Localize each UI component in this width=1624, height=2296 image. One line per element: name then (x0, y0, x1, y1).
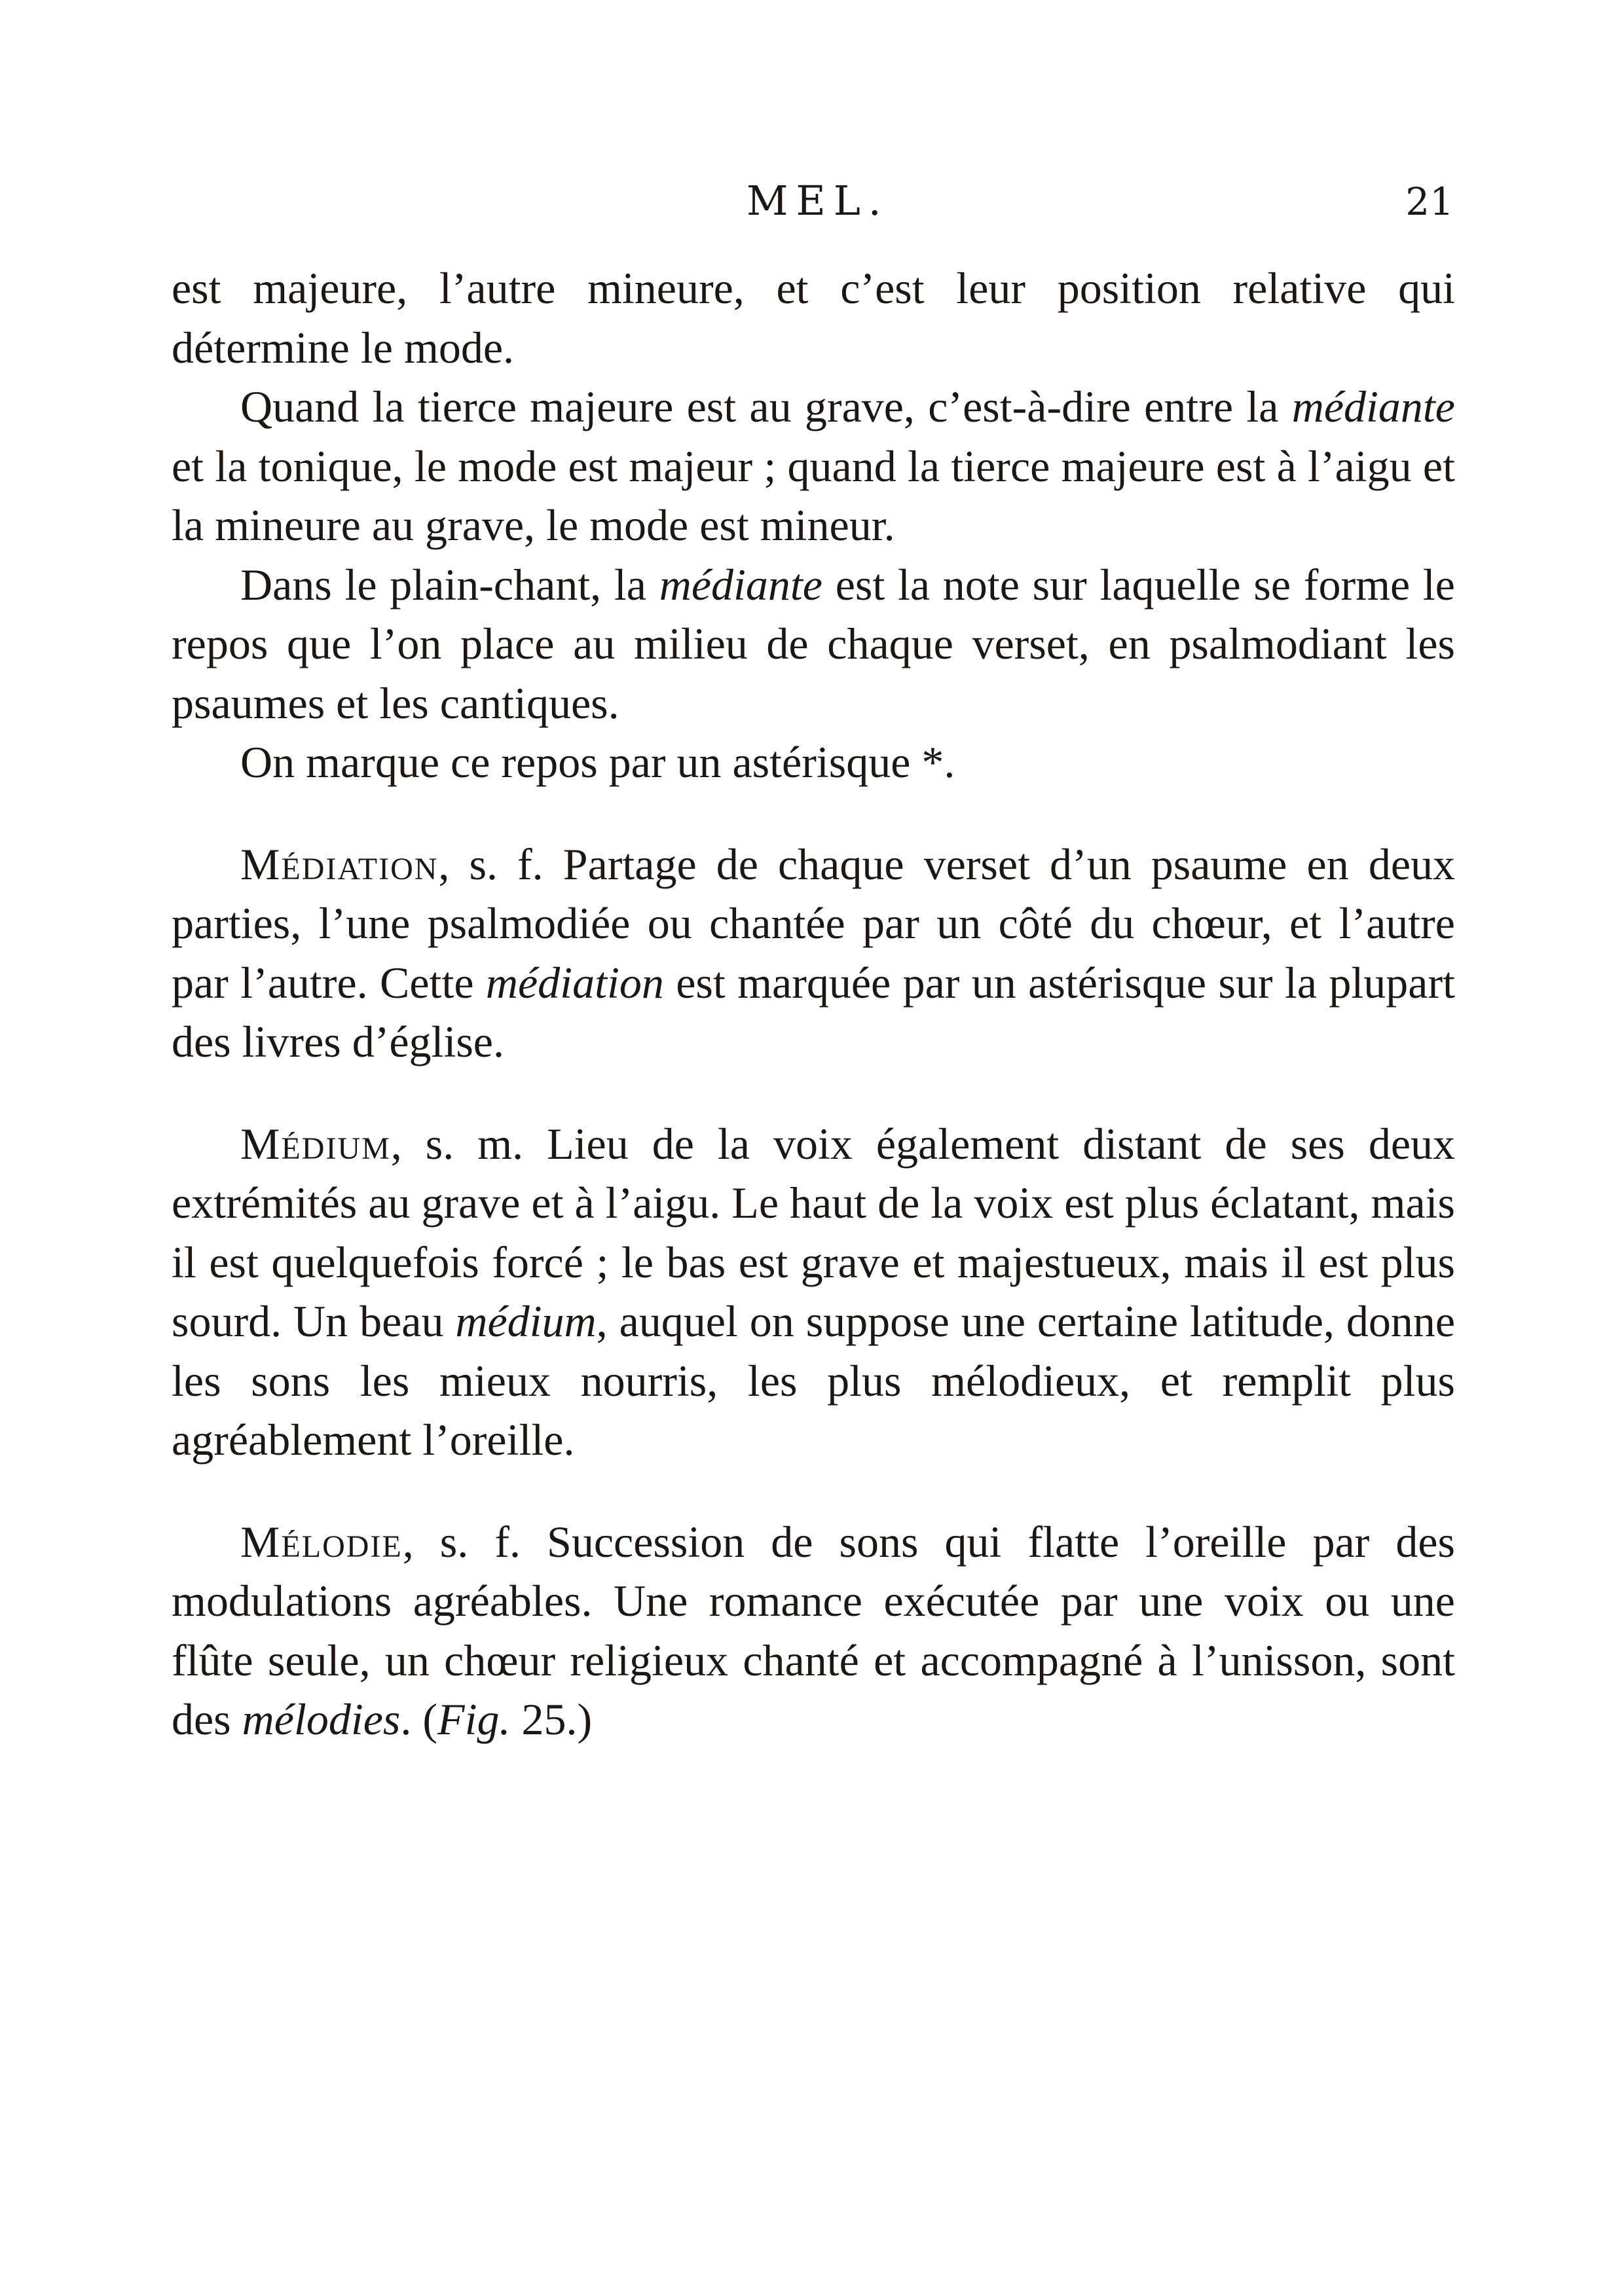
paragraph-asterisk (172, 733, 1455, 792)
running-head (164, 177, 1467, 236)
italic-term: mélodies (242, 1694, 401, 1744)
entry-headword: Médium (240, 1118, 391, 1169)
paragraph-text: Quand la tierce majeure est au grave, c’est-à-dire entre la (240, 382, 1292, 431)
entry-text: 25.) (510, 1694, 593, 1744)
entry-medium (172, 1114, 1455, 1470)
entry-text: , s. f. Partage de chaque verset d’un psaume en deux parties, l’une psalmodiée ou chantée par un côté du chœur, et l’autre par l’autre. Cette (172, 839, 1455, 1008)
entry-headword: Mélodie (240, 1516, 403, 1567)
italic-term: médiante (659, 559, 822, 610)
paragraph-text: est la note sur laquelle se forme le repos que l’on place au milieu de chaque verset, en psalmodiant les psaumes et les cantiques. (172, 559, 1455, 728)
entry-text: , auquel on suppose une certaine latitude, donne les sons les mieux nourris, les plus mélodieux, et remplit plus agréablement l’oreille. (172, 1296, 1455, 1465)
page-number: 21 (1405, 179, 1454, 224)
entry-mediation (172, 835, 1455, 1072)
paragraph-text: Dans le plain-chant, la (240, 559, 659, 610)
running-head-title: MEL. (747, 177, 889, 225)
figure-reference: Fig. (437, 1694, 511, 1744)
italic-term: médiante (1291, 382, 1455, 431)
paragraph-text: On marque ce repos par un astérisque *. (240, 737, 955, 787)
paragraph-text: est majeure, l’autre mineure, et c’est leur position relative qui détermine le mode. (172, 263, 1455, 373)
entry-text: , s. f. Succession de sons qui flatte l’oreille par des modulations agréables. Une romance exécutée par une voix ou une flûte seule, un chœur religieux chanté et accompagné à l’unisson, sont des (172, 1516, 1455, 1744)
paragraph-mode (172, 377, 1455, 555)
entry-text: est marquée par un astérisque sur la plupart des livres d’église. (172, 957, 1455, 1066)
paragraph-plain-chant (172, 555, 1455, 733)
italic-term: médium (455, 1296, 597, 1346)
paragraph-continuation (172, 259, 1455, 377)
entry-melodie (172, 1512, 1455, 1749)
entry-headword: Médiation (240, 839, 439, 889)
entry-text: , s. m. Lieu de la voix également distant de ses deux extrémités au grave et à l’aigu. Le haut de la voix est plus éclatant, mais il est quelquefois forcé ; le bas est grave et majestueux, mais il est plus sourd. Un beau (172, 1118, 1455, 1346)
entry-text: . ( (400, 1694, 438, 1744)
text-block (172, 259, 1455, 1749)
paragraph-text: et la tonique, le mode est majeur ; quand la tierce majeure est à l’aigu et la mineure au grave, le mode est mineur. (172, 441, 1455, 550)
italic-term: médiation (485, 957, 664, 1008)
